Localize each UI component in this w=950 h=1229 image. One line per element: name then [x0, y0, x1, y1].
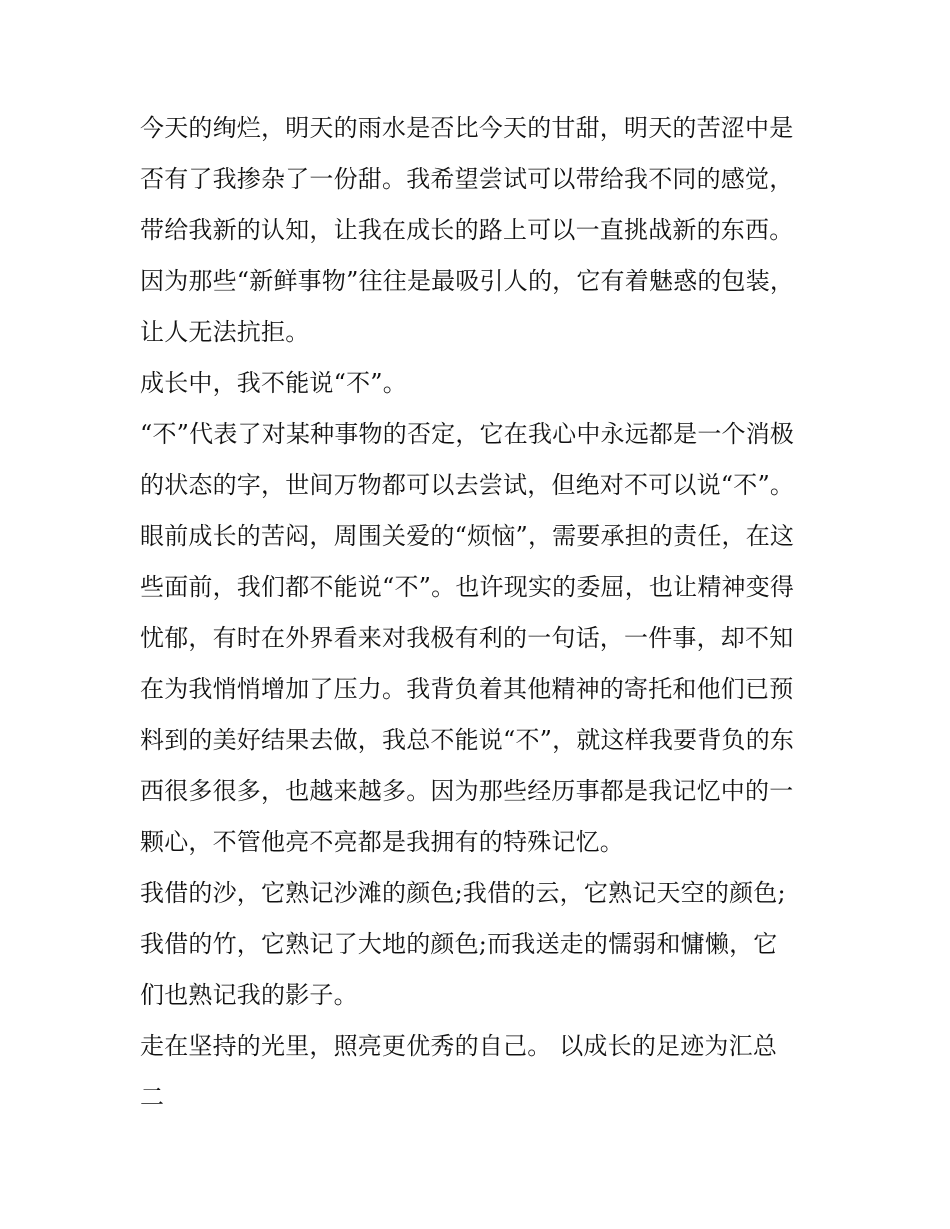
text-line: 料到的美好结果去做，我总不能说“不”，就这样我要背负的东: [140, 726, 795, 754]
text-line: 在为我悄悄增加了压力。我背负着其他精神的寄托和他们已预: [140, 675, 794, 703]
text-line: “不”代表了对某种事物的否定，它在我心中永远都是一个消极: [140, 420, 795, 448]
text-line: 否有了我掺杂了一份甜。我希望尝试可以带给我不同的感觉，: [140, 165, 794, 193]
text-line: 今天的绚烂，明天的雨水是否比今天的甘甜，明天的苦涩中是: [140, 114, 794, 142]
text-line: 颗心，不管他亮不亮都是我拥有的特殊记忆。: [140, 828, 624, 856]
text-line: 忧郁，有时在外界看来对我极有利的一句话，一件事，却不知: [140, 624, 794, 652]
text-line: 二: [140, 1083, 165, 1111]
text-line: 因为那些“新鲜事物”往往是最吸引人的，它有着魅惑的包装，: [140, 267, 795, 295]
text-line: 些面前，我们都不能说“不”。也许现实的委屈，也让精神变得: [140, 573, 795, 601]
document-body: [140, 103, 820, 1123]
text-line: 走在坚持的光里，照亮更优秀的自己。 以成长的足迹为汇总: [140, 1032, 778, 1060]
text-line: 带给我新的认知，让我在成长的路上可以一直挑战新的东西。: [140, 216, 794, 244]
text-line: 成长中，我不能说“不”。: [140, 369, 407, 397]
text-line: 西很多很多，也越来越多。因为那些经历事都是我记忆中的一: [140, 777, 794, 805]
text-line: 眼前成长的苦闷，周围关爱的“烦恼”，需要承担的责任，在这: [140, 522, 795, 550]
text-line: 的状态的字，世间万物都可以去尝试，但绝对不可以说“不”。: [140, 471, 795, 499]
text-line: 们也熟记我的影子。: [140, 981, 358, 1009]
text-line: 我借的竹，它熟记了大地的颜色;而我送走的懦弱和慵懒，它: [140, 930, 778, 958]
text-line: 我借的沙，它熟记沙滩的颜色;我借的云，它熟记天空的颜色;: [140, 879, 786, 907]
text-line: 让人无法抗拒。: [140, 318, 310, 346]
